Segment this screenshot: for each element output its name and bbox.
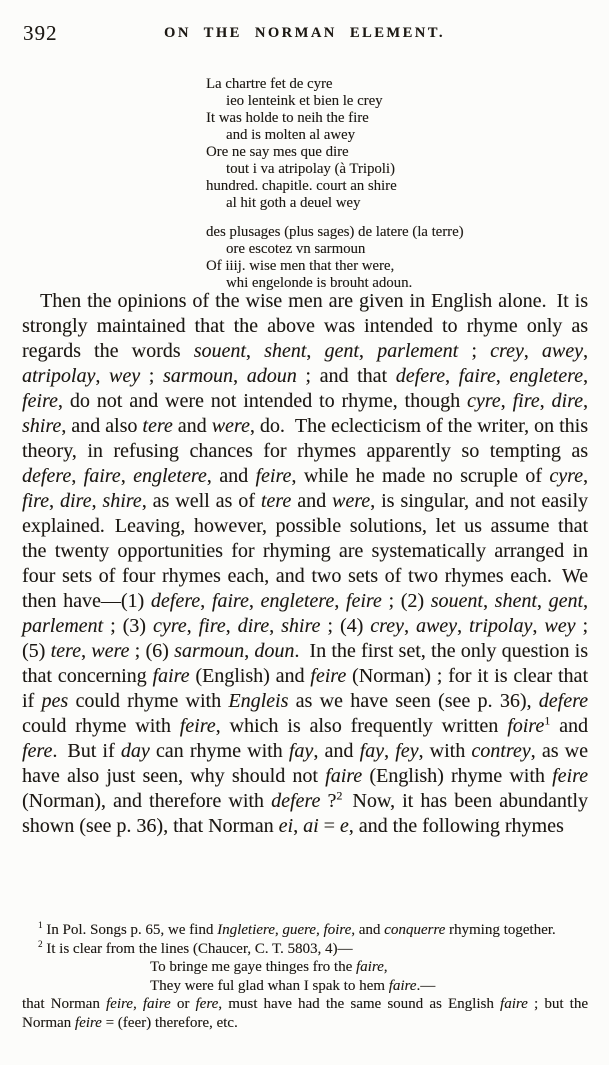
footnote-2 [22, 940, 588, 1033]
verse-line: ore escotez vn sarmoun [226, 241, 366, 257]
verse-stanza-2 [206, 224, 464, 292]
page-number: 392 [23, 21, 58, 45]
verse-line: des plusages (plus sages) de latere (la terre) [206, 224, 464, 240]
verse-block [206, 76, 464, 304]
verse-line: al hit goth a deuel wey [226, 195, 361, 211]
verse-line: ieo lenteink et bien le crey [226, 93, 383, 109]
verse-stanza-1 [206, 76, 464, 212]
body-text [22, 289, 588, 839]
verse-line: whi engelonde is brouht adoun. [226, 275, 413, 291]
running-head: ON THE NORMAN ELEMENT. [164, 25, 445, 41]
verse-line: and is molten al awey [226, 127, 356, 143]
body-paragraph: Then the opinions of the wise men are given in English alone. It is strongly maintained that the above was intended to rhyme only as regards the words souent, shent, gent, parlement ; crey, awey, atripolay, wey ; sarmoun, adoun ; and that defere, faire, engletere, feire, do not and were not intended to rhyme, though cyre, fire, dire, shire, and also tere and were, do. The eclecticism of the writer, on this theory, in refusing chances for rhymes apparently so tempting as defere, faire, engletere, and feire, while he made no scruple of cyre, fire, dire, shire, as well as of tere and were, is singular, and not easily explained. Leaving, however, possible solutions, let us assume that the twenty opportunities for rhyming are systematically arranged in four sets of four rhymes each, and two sets of two rhymes each. We then have—(1) defere, faire, engletere, feire ; (2) souent, shent, gent, parlement ; (3) cyre, fire, dire, shire ; (4) crey, awey, tripolay, wey ; (5) tere, were ; (6) sarmoun, doun. In the first set, the only question is that concerning faire (English) and feire (Norman) ; for it is clear that if pes could rhyme with Engleis as we have seen (see p. 36), defere could rhyme with feire, which is also frequently written foire$^1$ and fere. But if day can rhyme with fay, and fay, fey, with contrey, as we have also just seen, why should not faire (English) rhyme with feire (Norman), and therefore with defere ?$^2$ Now, it has been abundantly shown (see p. 36), that Norman ei, ai = e, and the following rhymes [22, 290, 589, 837]
verse-line: Ore ne say mes que dire [206, 144, 349, 160]
footnote-2-intro: $^2$ It is clear from the lines (Chaucer, C. T. 5803, 4)— [38, 938, 353, 957]
footnote-1-text: $^1$ In Pol. Songs p. 65, we find Ingletiere, guere, foire, and conquerre rhyming together. [38, 920, 556, 938]
footnotes [22, 921, 588, 1032]
verse-line: tout i va atripolay (à Tripoli) [226, 161, 395, 177]
footnote-quote-line: To bringe me gaye thinges fro the faire, [150, 959, 388, 975]
footnote-1 [22, 921, 588, 940]
verse-line: Of iiij. wise men that ther were, [206, 258, 395, 274]
footnote-2-continuation: that Norman feire, faire or fere, must have had the same sound as English faire ; but the Norman feire = (feer) therefore, etc. [22, 996, 588, 1031]
verse-line: hundred. chapitle. court an shire [206, 178, 397, 194]
verse-line: It was holde to neih the fire [206, 110, 369, 126]
verse-line: La chartre fet de cyre [206, 76, 333, 92]
footnote-quote-line: They were ful glad whan I spak to hem faire.— [150, 977, 436, 994]
